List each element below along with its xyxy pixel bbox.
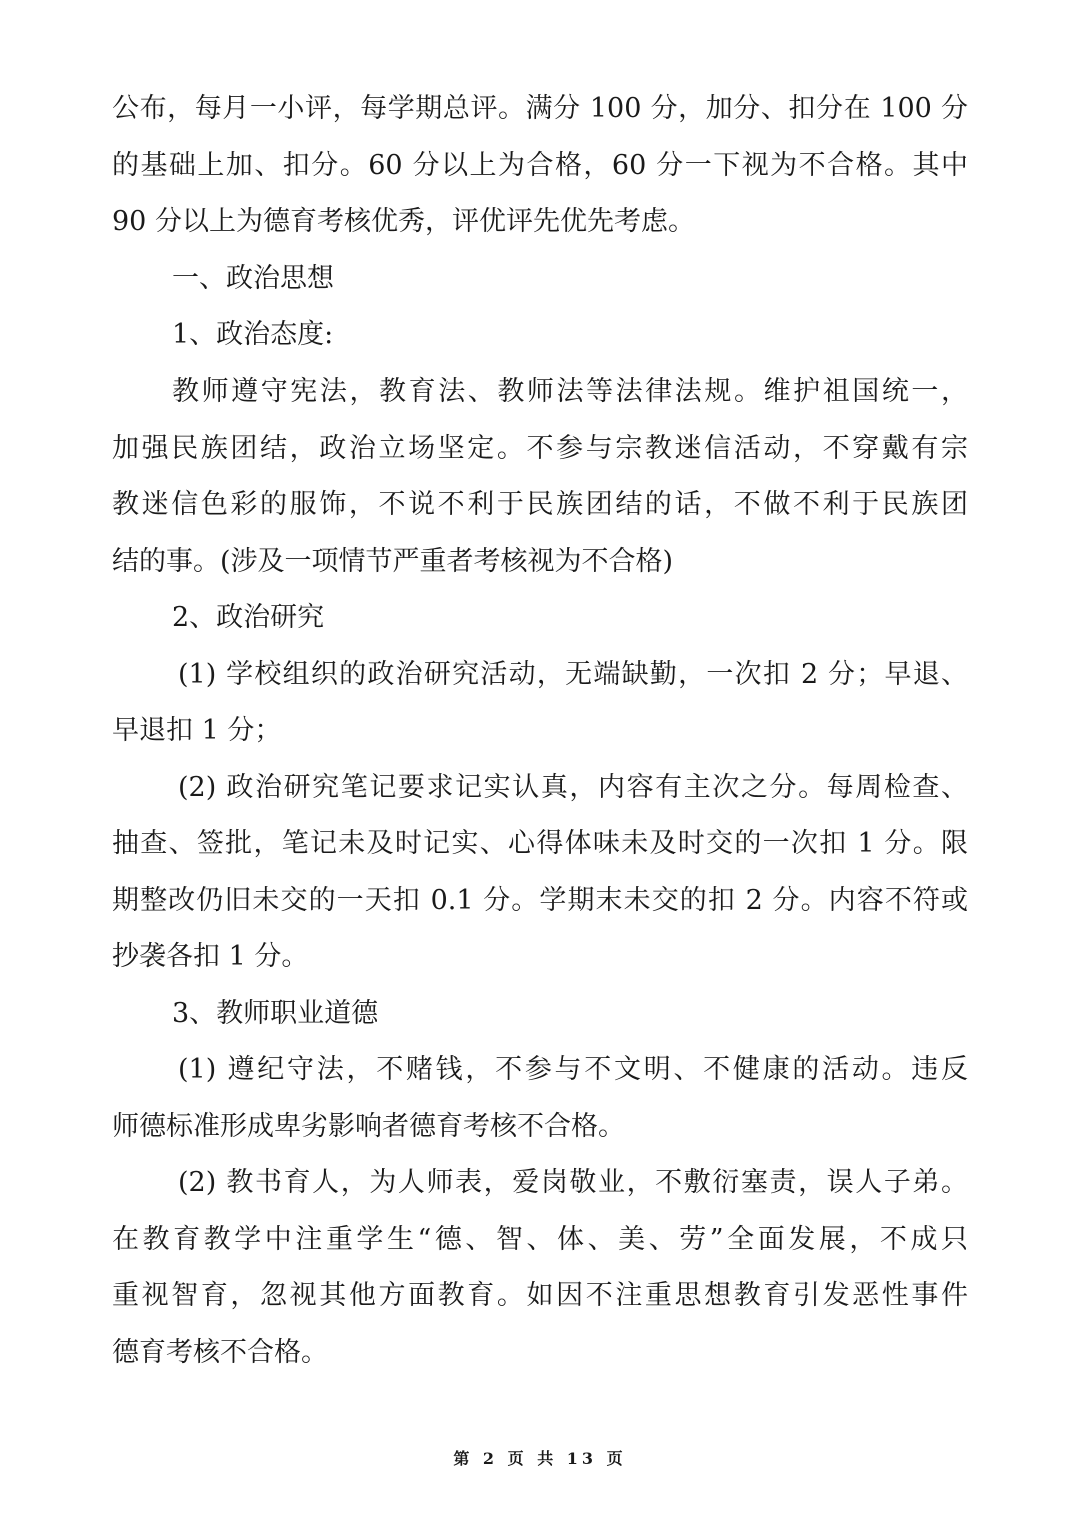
paragraph-line: 抄袭各扣 1 分。 [112,941,309,972]
paragraph-line: (1) 学校组织的政治研究活动，无端缺勤，一次扣 2 分；早退、 [178,659,968,690]
paragraph-line: 结的事。(涉及一项情节严重者考核视为不合格) [112,546,674,577]
paragraph-line: 期整改仍旧未交的一天扣 0.1 分。学期末未交的扣 2 分。内容不符或 [112,885,968,916]
subsection-heading: 1、政治态度: [172,319,334,350]
paragraph-line: (2) 政治研究笔记要求记实认真，内容有主次之分。每周检查、 [178,772,968,803]
paragraph-line: (2) 教书育人，为人师表，爱岗敬业，不敷衍塞责，误人子弟。 [178,1167,968,1198]
paragraph-line: 教师遵守宪法，教育法、教师法等法律法规。维护祖国统一， [172,376,968,407]
paragraph-line: 在教育教学中注重学生“德、智、体、美、劳”全面发展，不成只 [112,1224,968,1255]
section-heading: 一、政治思想 [172,263,334,294]
paragraph-line: 加强民族团结，政治立场坚定。不参与宗教迷信活动，不穿戴有宗 [112,433,968,464]
page-number-footer: 第 2 页 共 13 页 [453,1449,627,1468]
paragraph-line: 抽查、签批，笔记未及时记实、心得体味未及时交的一次扣 1 分。限 [112,828,968,859]
paragraph-line: 的基础上加、扣分。60 分以上为合格，60 分一下视为不合格。其中 [112,150,968,181]
paragraph-line: 90 分以上为德育考核优秀，评优评先优先考虑。 [112,206,695,237]
paragraph-line: 德育考核不合格。 [112,1337,328,1368]
subsection-heading: 2、政治研究 [172,602,325,633]
paragraph-line: (1) 遵纪守法，不赌钱，不参与不文明、不健康的活动。违反 [178,1054,968,1085]
paragraph-line: 早退扣 1 分； [112,715,282,746]
paragraph-line: 重视智育，忽视其他方面教育。如因不注重思想教育引发恶性事件 [112,1280,968,1311]
paragraph-line: 公布，每月一小评，每学期总评。满分 100 分，加分、扣分在 100 分 [112,93,968,124]
paragraph-line: 师德标准形成卑劣影响者德育考核不合格。 [112,1111,625,1142]
paragraph-line: 教迷信色彩的服饰，不说不利于民族团结的话，不做不利于民族团 [112,489,968,520]
subsection-heading: 3、教师职业道德 [172,998,379,1029]
